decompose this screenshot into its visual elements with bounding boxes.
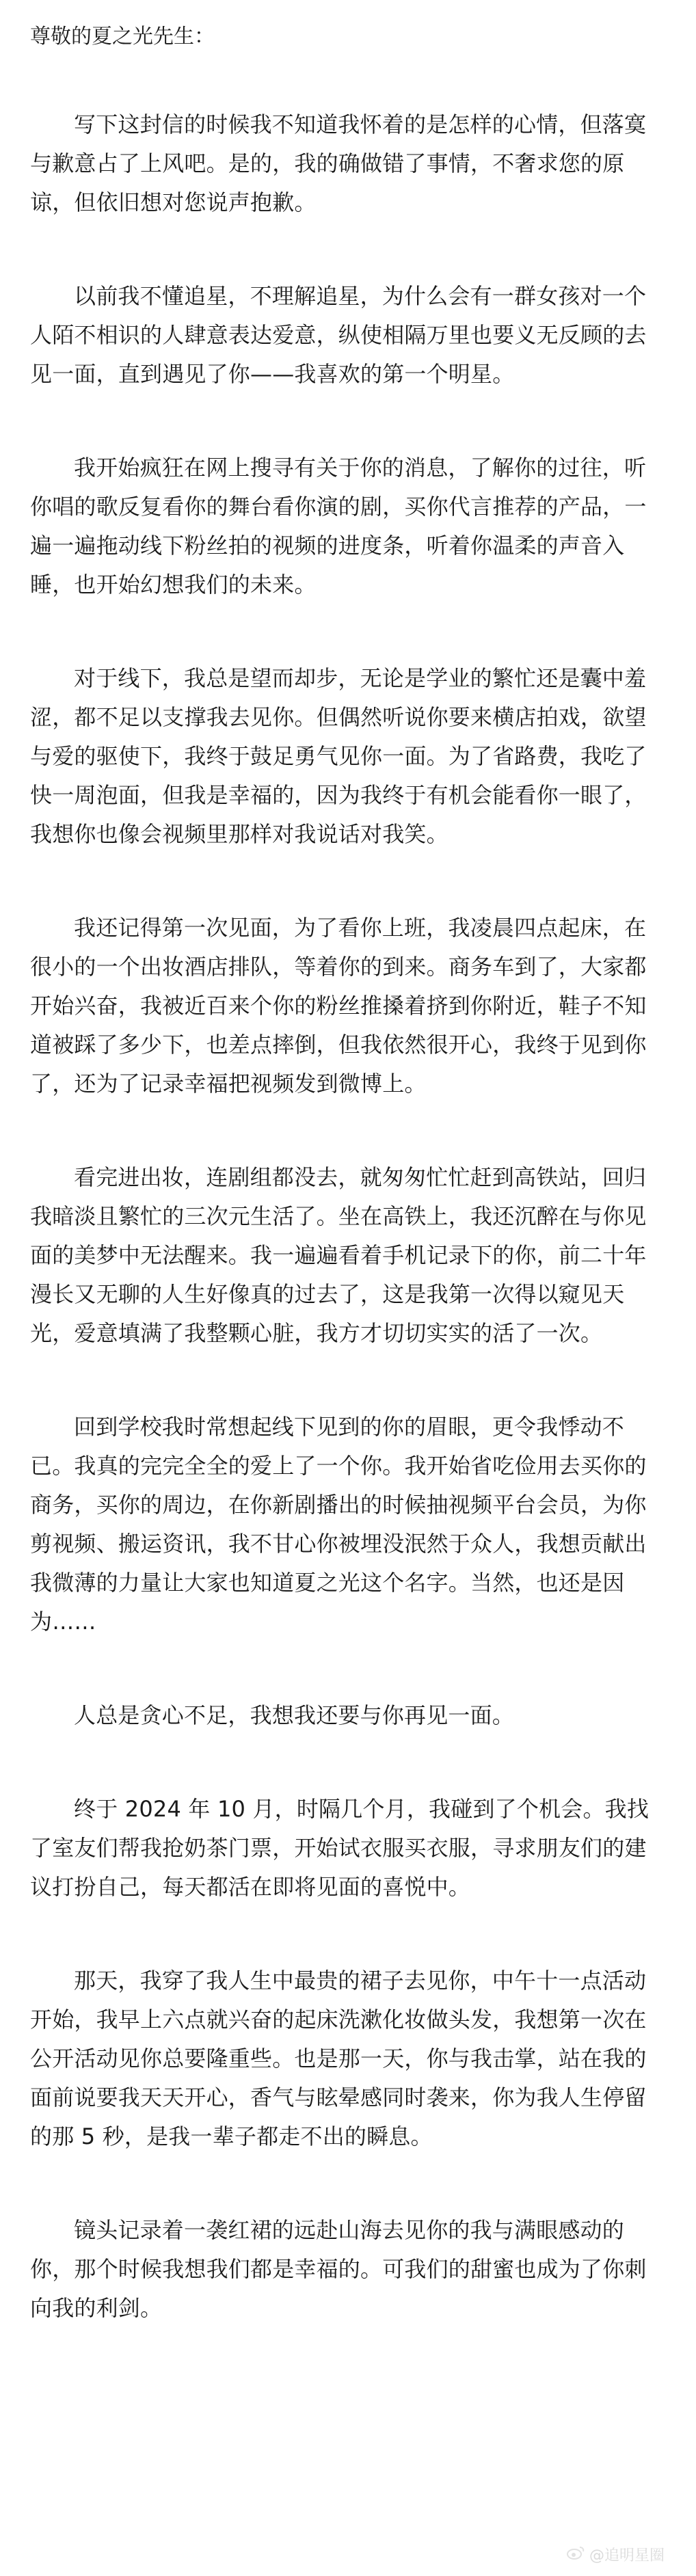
letter-paragraph-8: 人总是贪心不足，我想我还要与你再见一面。 [74,1702,515,1728]
letter-salutation: 尊敬的夏之光先生： [30,25,215,49]
letter-paragraph-10: 那天，我穿了我人生中最贵的裙子去见你，中午十一点活动开始，我早上六点就兴奋的起床洗漱化妆做头发，我想第一次在公开活动见你总要隆重些。也是那一天，你与我击掌，站在我的面前说要我天天开心，香气与眩晕感同时袭来，你为我人生停留的那 5 秒，是我一辈子都走不出的瞬息。 [30,1968,647,2149]
weibo-icon [566,2545,585,2564]
letter-paragraph-7: 回到学校我时常想起线下见到的你的眉眼，更令我悸动不已。我真的完完全全的爱上了一个你。我开始省吃俭用去买你的商务，买你的周边，在你新剧播出的时候抽视频平台会员，为你剪视频、搬运资讯，我不甘心你被埋没泯然于众人，我想贡献出我微薄的力量让大家也知道夏之光这个名字。当然，也还是因为…… [30,1414,647,1635]
weibo-watermark [566,2544,665,2565]
letter-paragraph-2: 以前我不懂追星，不理解追星，为什么会有一群女孩对一个人陌不相识的人肆意表达爱意，纵使相隔万里也要义无反顾的去见一面，直到遇见了你——我喜欢的第一个明星。 [30,283,647,387]
letter-paragraph-4: 对于线下，我总是望而却步，无论是学业的繁忙还是囊中羞涩，都不足以支撑我去见你。但偶然听说你要来横店拍戏，欲望与爱的驱使下，我终于鼓足勇气见你一面。为了省路费，我吃了快一周泡面，但我是幸福的，因为我终于有机会能看你一眼了，我想你也像会视频里那样对我说话对我笑。 [30,665,647,847]
letter-paragraph-9: 终于 2024 年 10 月，时隔几个月，我碰到了个机会。我找了室友们帮我抢奶茶门票，开始试衣服买衣服，寻求朋友们的建议打扮自己，每天都活在即将见面的喜悦中。 [30,1796,650,1900]
watermark-text: @追明星圈 [589,2547,665,2564]
letter-paragraph-3: 我开始疯狂在网上搜寻有关于你的消息，了解你的过往，听你唱的歌反复看你的舞台看你演的剧，买你代言推荐的产品，一遍一遍拖动线下粉丝拍的视频的进度条，听着你温柔的声音入睡，也开始幻想我们的未来。 [30,455,647,598]
letter-paragraph-5: 我还记得第一次见面，为了看你上班，我凌晨四点起床，在很小的一个出妆酒店排队，等着你的到来。商务车到了，大家都开始兴奋，我被近百来个你的粉丝推搡着挤到你附近，鞋子不知道被踩了多少下，也差点摔倒，但我依然很开心，我终于见到你了，还为了记录幸福把视频发到微博上。 [30,915,647,1097]
letter-paragraph-11: 镜头记录着一袭红裙的远赴山海去见你的我与满眼感动的你，那个时候我想我们都是幸福的。可我们的甜蜜也成为了你刺向我的利剑。 [30,2217,647,2321]
letter-paragraph-6: 看完进出妆，连剧组都没去，就匆匆忙忙赶到高铁站，回归我暗淡且繁忙的三次元生活了。坐在高铁上，我还沉醉在与你见面的美梦中无法醒来。我一遍遍看着手机记录下的你，前二十年漫长又无聊的人生好像真的过去了，这是我第一次得以窥见天光，爱意填满了我整颗心脏，我方才切切实实的活了一次。 [30,1164,647,1346]
letter-paragraph-1: 写下这封信的时候我不知道我怀着的是怎样的心情，但落寞与歉意占了上风吧。是的，我的确做错了事情，不奢求您的原谅，但依旧想对您说声抱歉。 [30,111,647,215]
